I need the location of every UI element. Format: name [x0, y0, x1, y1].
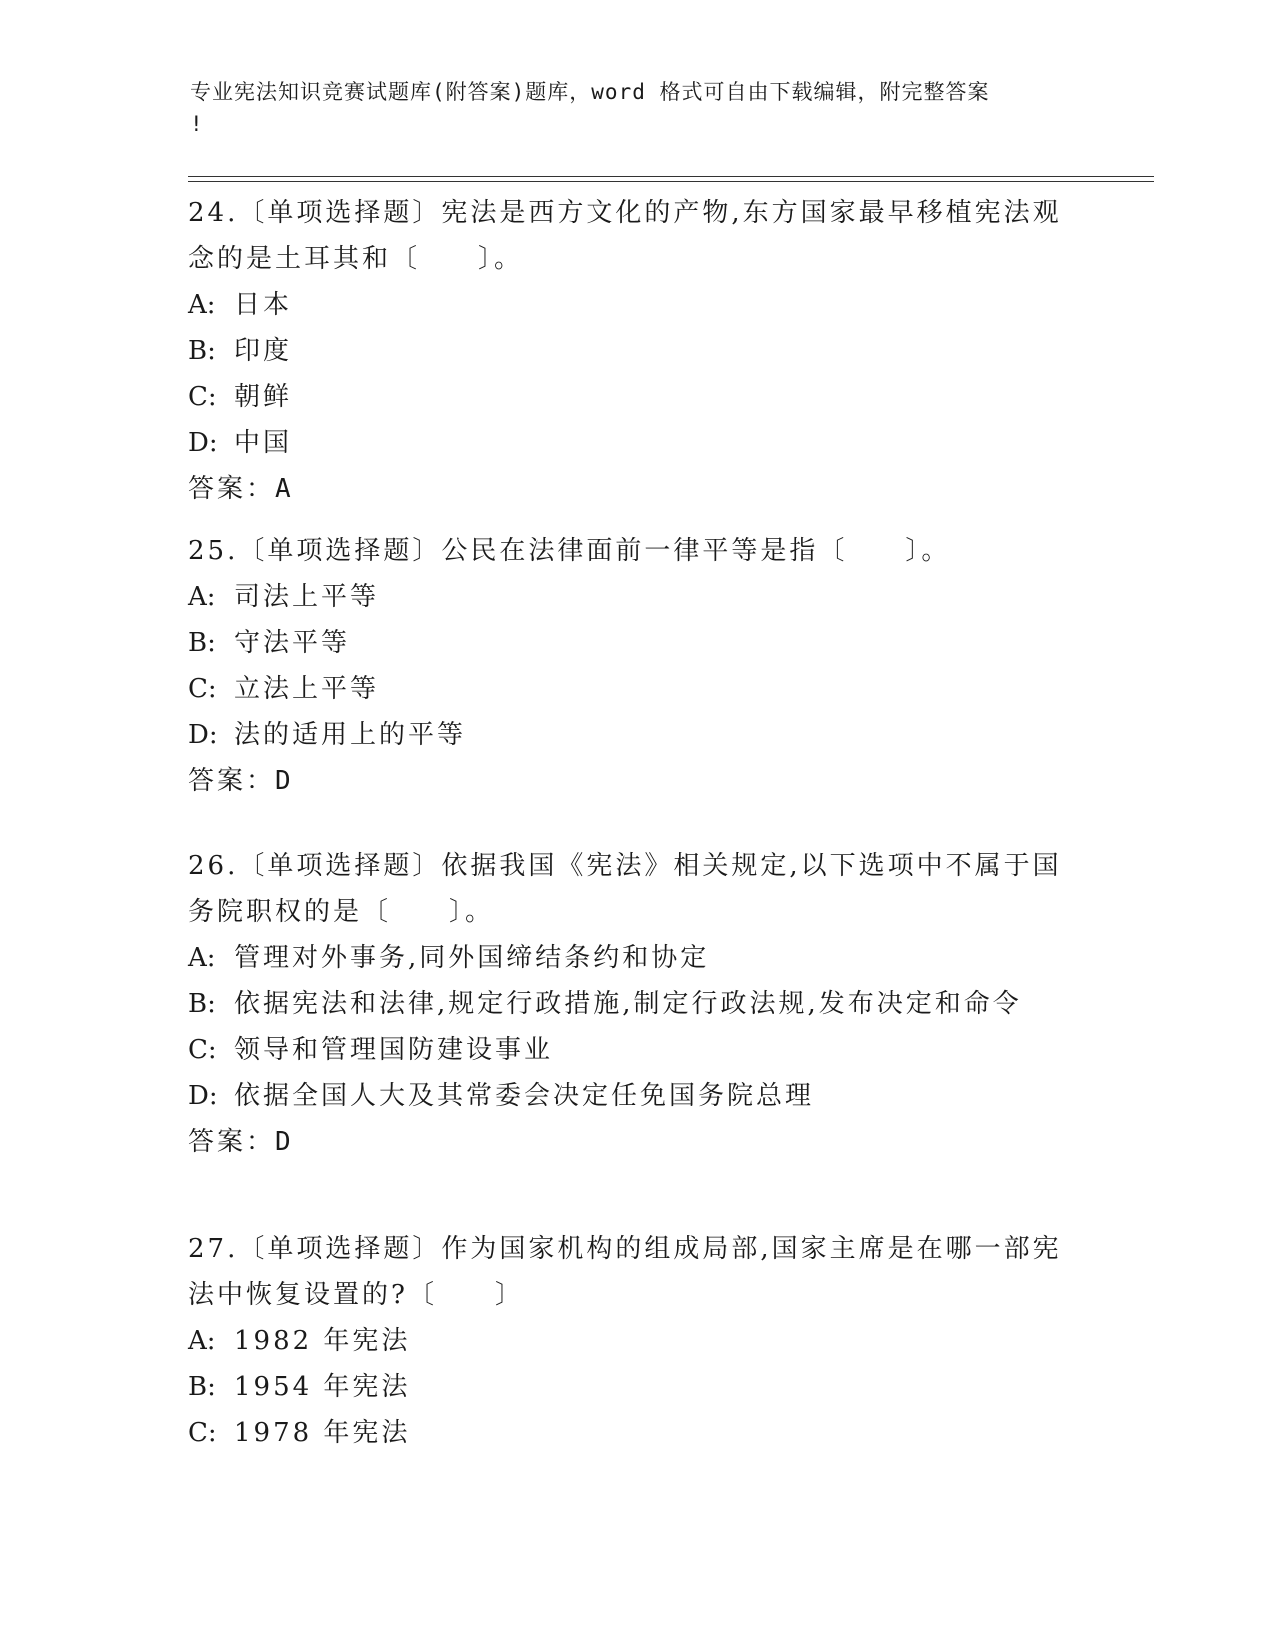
answer-value: D: [275, 1127, 294, 1157]
option-text: 领导和管理国防建设事业: [234, 1035, 554, 1065]
option-key: D:: [188, 1081, 218, 1111]
option-b: [188, 981, 1088, 1027]
option-b: [188, 1364, 1088, 1410]
option-a: [188, 574, 1088, 620]
option-a: [188, 1318, 1088, 1364]
answer-line: [188, 758, 1088, 804]
question-stem-line-1: 24.〔单项选择题〕宪法是西方文化的产物,东方国家最早移植宪法观: [188, 198, 1062, 228]
answer-label: 答案：: [188, 766, 276, 796]
option-text: 守法平等: [234, 628, 351, 658]
option-text: 立法上平等: [234, 674, 380, 704]
option-text: 印度: [234, 336, 293, 366]
option-text: 中国: [234, 428, 293, 458]
answer-value: A: [275, 474, 294, 504]
option-key: C:: [188, 1035, 217, 1065]
option-text: 1978 年宪法: [234, 1418, 411, 1448]
option-c: [188, 666, 1088, 712]
question-stem-line-1: 26.〔单项选择题〕依据我国《宪法》相关规定,以下选项中不属于国: [188, 851, 1062, 881]
option-d: [188, 712, 1088, 758]
option-c: [188, 1410, 1088, 1456]
option-d: [188, 1073, 1088, 1119]
question-26: [188, 843, 1088, 1165]
option-key: C:: [188, 674, 217, 704]
question-25: [188, 528, 1088, 804]
option-c: [188, 374, 1088, 420]
option-text: 日本: [234, 290, 293, 320]
option-b: [188, 328, 1088, 374]
header-divider-bottom: [188, 181, 1154, 182]
option-key: C:: [188, 382, 217, 412]
option-d: [188, 420, 1088, 466]
option-key: D:: [188, 428, 218, 458]
question-stem-line-1: 25.〔单项选择题〕公民在法律面前一律平等是指〔 〕。: [188, 536, 951, 566]
answer-label: 答案：: [188, 1127, 276, 1157]
option-text: 管理对外事务,同外国缔结条约和协定: [234, 943, 710, 973]
option-a: [188, 935, 1088, 981]
question-stem-line-2: 法中恢复设置的?〔 〕: [188, 1280, 524, 1310]
option-text: 1982 年宪法: [234, 1326, 411, 1356]
option-key: A:: [188, 582, 216, 612]
question-24: [188, 190, 1088, 512]
option-key: B:: [188, 989, 216, 1019]
option-key: B:: [188, 1372, 216, 1402]
option-text: 法的适用上的平等: [234, 720, 467, 750]
header-divider-top: [188, 176, 1154, 177]
option-b: [188, 620, 1088, 666]
option-key: C:: [188, 1418, 217, 1448]
answer-line: [188, 466, 1088, 512]
answer-value: D: [275, 766, 294, 796]
option-a: [188, 282, 1088, 328]
question-stem-line-1: 27.〔单项选择题〕作为国家机构的组成局部,国家主席是在哪一部宪: [188, 1234, 1062, 1264]
option-key: A:: [188, 290, 216, 320]
option-text: 1954 年宪法: [234, 1372, 411, 1402]
option-c: [188, 1027, 1088, 1073]
option-text: 依据全国人大及其常委会决定任免国务院总理: [234, 1081, 815, 1111]
option-key: A:: [188, 1326, 216, 1356]
document-header: [190, 76, 1090, 140]
option-key: B:: [188, 336, 216, 366]
option-text: 朝鲜: [234, 382, 293, 412]
header-line-2: !: [190, 112, 204, 136]
option-key: B:: [188, 628, 216, 658]
option-key: D:: [188, 720, 218, 750]
question-27: [188, 1226, 1088, 1456]
question-stem-line-2: 念的是土耳其和〔 〕。: [188, 244, 524, 274]
answer-line: [188, 1119, 1088, 1165]
header-line-1: 专业宪法知识竞赛试题库(附答案)题库，word 格式可自由下载编辑，附完整答案: [190, 80, 990, 104]
option-text: 司法上平等: [234, 582, 380, 612]
option-key: A:: [188, 943, 216, 973]
answer-label: 答案：: [188, 474, 276, 504]
option-text: 依据宪法和法律,规定行政措施,制定行政法规,发布决定和命令: [234, 989, 1022, 1019]
question-stem-line-2: 务院职权的是〔 〕。: [188, 897, 495, 927]
